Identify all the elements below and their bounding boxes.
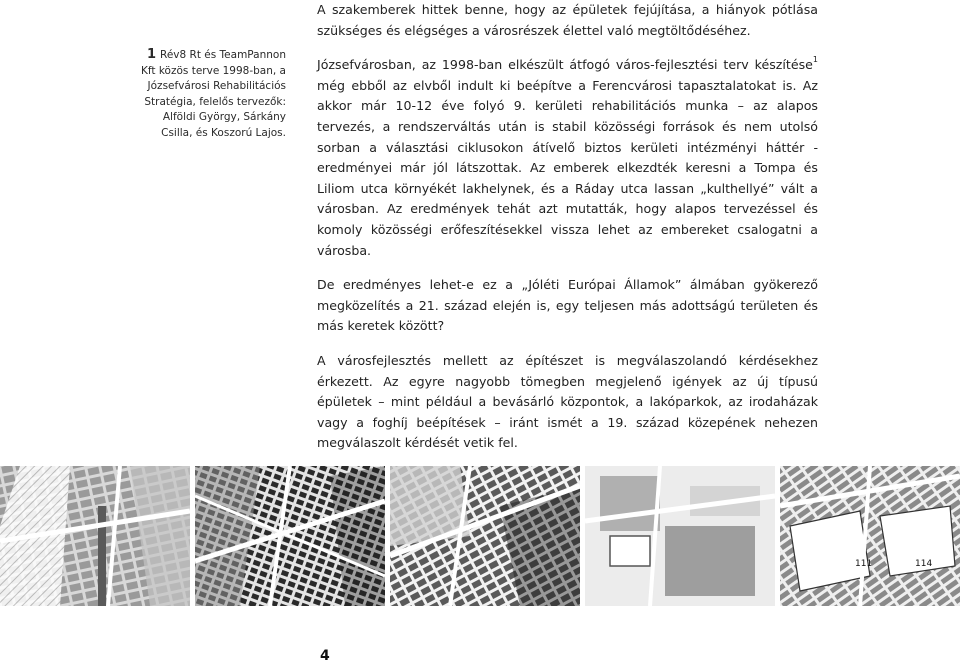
paragraph-architecture: A városfejlesztés mellett az építészet is megválaszolandó kérdésekhez érkezett. Az egyre nagyobb tömegben megjelenő igények az új típusú épületek – mint például a bevásárló központok, a lakóparkok, az irodaházak vagy a foghíj beépítések – iránt ismét a 19. század közepének nehezen megválaszolt kérdését vetik fel. [317, 352, 818, 451]
footnote-ref[interactable]: 1 [812, 55, 818, 65]
footnote-sidenote [138, 47, 286, 141]
map-panel-3 [390, 466, 580, 606]
paragraph-jozsefvaros [317, 55, 818, 261]
paragraph-jozsefvaros-b: még ebből az elvből indult ki beépítve a Ferencvárosi tapasztalatokat is. Az akkor már 10-12 éve folyó 9. kerületi rehabilitációs munka – az alapos tervezés, a rendszerváltás után is stabil közösségi források és nem utolsó sorban a választási ciklusokon átívelő biztos kerületi intézményi háttér - eredményei már jól látszottak. Az emberek elkezdték keresni a Tompa és Liliom utca környékét lakhelynek, és a Ráday utca lassan „kulthellyé” vált a városban. Az eredmények tehát azt mutatták, hogy alapos tervezéssel és komoly közösségi erőfeszítésekkel vissza lehet az embereket csalogatni a városba. [317, 77, 818, 258]
urban-map-strip [0, 466, 960, 606]
map-label-114: 114 [915, 559, 933, 569]
map-panel-2 [195, 466, 385, 606]
footnote-text: Rév8 Rt és TeamPannon Kft közös terve 1998-ban, a Józsefvárosi Rehabilitációs Stratégia, felelős tervezők: Alföldi György, Sárkány Csilla, és Koszorú Lajos. [140, 49, 286, 139]
map-panel-4 [585, 466, 775, 606]
paragraph-question: De eredményes lehet-e ez a „Jóléti Európai Államok” álmában gyökerező megközelítés a 21. század elején is, egy teljesen más adottságú területen és más keretek között? [317, 277, 818, 334]
paragraph-jozsefvaros-a: Józsefvárosban, az 1998-ban elkészült átfogó város-fejlesztési terv készítése [317, 57, 813, 73]
map-panel-5 [780, 466, 960, 606]
map-images [0, 466, 960, 606]
map-panel-1 [0, 466, 190, 606]
footnote-number: 1 [146, 47, 157, 62]
page-number: 4 [320, 648, 330, 664]
body-text [317, 0, 818, 454]
paragraph-intro: A szakemberek hittek benne, hogy az épületek fejújítása, a hiányok pótlása szükséges és elégséges a városrészek élettel való megtöltődéséhez. [317, 2, 818, 38]
map-label-111: 111 [855, 559, 873, 569]
